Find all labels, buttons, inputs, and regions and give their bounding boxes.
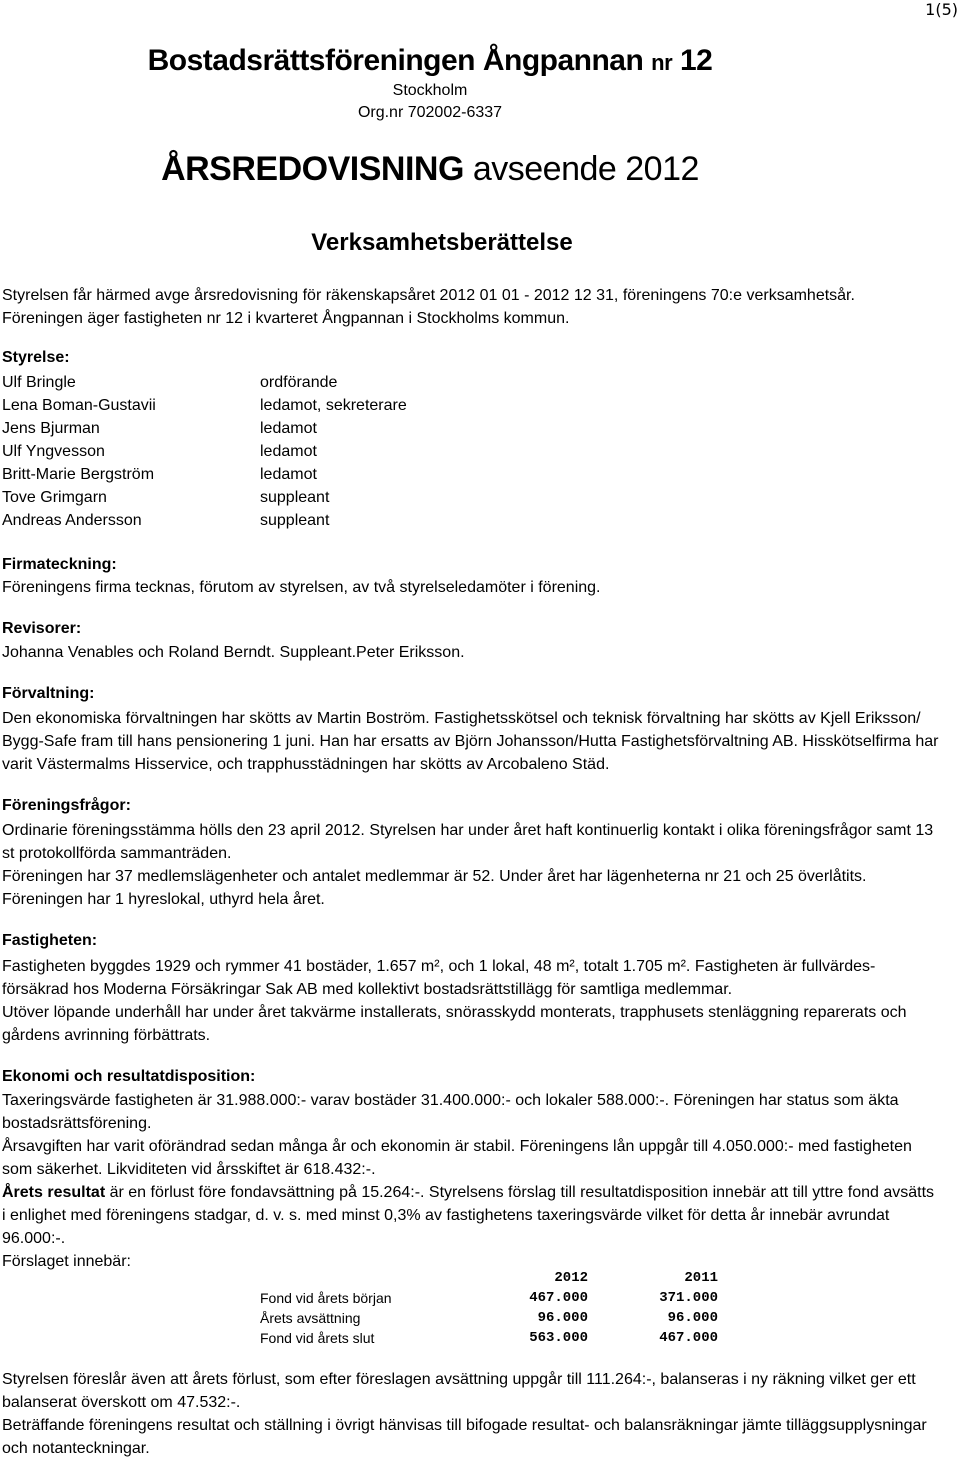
forvaltning-text: Den ekonomiska förvaltningen har skötts av Martin Boström. Fastighetsskötsel och teknisk förvaltning har skötts av Kjell Eriksson/ Bygg-Safe fram till hans pensionering 1 juni. Han har ersatts av Björn Johansson/Hutta Fastighetsförvaltning AB. Hisskötselfirma har varit Västermalms Hisservice, och trapphusstädningen har skötts av Arcobaleno Städ.	[2, 710, 939, 773]
fond-col-2012: 2012	[554, 1270, 588, 1286]
board-member-name: Ulf Bringle	[2, 374, 76, 391]
fond-row-value-2011: 96.000	[667, 1310, 718, 1326]
ekonomi-text-1: Taxeringsvärde fastigheten är 31.988.000:- varav bostäder 31.400.000:- och lokaler 588.000:-. Föreningen har status som äkta bostadsrättsförening.	[2, 1092, 899, 1132]
fond-row-value-2012: 563.000	[529, 1330, 588, 1346]
board-member-row	[2, 463, 407, 486]
ekonomi-text-3	[2, 1181, 942, 1250]
board-members-list	[2, 371, 407, 532]
board-member-name: Jens Bjurman	[2, 420, 100, 437]
board-member-name: Britt-Marie Bergström	[2, 466, 155, 483]
board-member-role: suppleant	[260, 489, 330, 506]
intro-line-2: Föreningen äger fastigheten nr 12 i kvarteret Ångpannan i Stockholms kommun.	[2, 310, 570, 327]
forvaltning-heading: Förvaltning:	[2, 685, 95, 702]
firmateckning-text: Föreningens firma tecknas, förutom av styrelsen, av två styrelseledamöter i förening.	[2, 579, 601, 596]
fond-table	[260, 1268, 718, 1348]
page-number: 1(5)	[925, 0, 958, 19]
fond-col-2011: 2011	[684, 1270, 718, 1286]
fond-table-row	[260, 1308, 718, 1328]
foreningsfragor-text-1: Ordinarie föreningsstämma hölls den 23 april 2012. Styrelsen har under året haft kontinuerlig kontakt i olika föreningsfrågor samt 13 st protokollförda sammanträden.	[2, 822, 934, 862]
revisorer-heading: Revisorer:	[2, 620, 82, 637]
board-member-role: ledamot	[260, 443, 317, 460]
board-member-role: ledamot, sekreterare	[260, 397, 407, 414]
styrelse-heading: Styrelse:	[2, 349, 70, 366]
report-title	[0, 150, 860, 189]
report-title-rest: avseende 2012	[472, 150, 699, 188]
fond-row-label: Fond vid årets början	[260, 1290, 392, 1306]
board-member-name: Andreas Andersson	[2, 512, 142, 529]
fond-row-value-2011: 467.000	[659, 1330, 718, 1346]
revisorer-text: Johanna Venables och Roland Berndt. Suppleant.Peter Eriksson.	[2, 644, 465, 661]
report-title-main: ÅRSREDOVISNING	[161, 150, 464, 188]
fond-table-row	[260, 1288, 718, 1308]
foreningsfragor-text-2: Föreningen har 37 medlemslägenheter och antalet medlemmar är 52. Under året har lägenheterna nr 21 och 25 överlåtits.	[2, 868, 867, 885]
organization-name	[0, 44, 860, 78]
arets-resultat-label: Årets resultat	[2, 1184, 106, 1201]
board-member-role: ledamot	[260, 420, 317, 437]
arets-resultat-text: är en förlust före fondavsättning på 15.264:-. Styrelsens förslag till resultatdisposition innebär att till yttre fond avsätts i enlighet med föreningens stadgar, d. v. s. med minst 0,3% av fastighetens taxeringsvärde vilket för detta år innebär avrundat 96.000:-.	[2, 1184, 935, 1247]
closing-text-1: Styrelsen föreslår även att årets förlust, som efter föreslagen avsättning uppgår till 111.264:-, balanseras i ny räkning vilket ger ett balanserat överskott om 47.532:-.	[2, 1371, 916, 1411]
firmateckning-heading: Firmateckning:	[2, 556, 117, 573]
fond-row-value-2012: 467.000	[529, 1290, 588, 1306]
organization-name-main: Bostadsrättsföreningen Ångpannan	[147, 44, 644, 77]
ekonomi-text-4: Förslaget innebär:	[2, 1253, 131, 1270]
fond-table-row	[260, 1328, 718, 1348]
ekonomi-text-2: Årsavgiften har varit oförändrad sedan många år och ekonomin är stabil. Föreningens lån uppgår till 4.050.000:- med fastigheten som säkerhet. Likviditeten vid årsskiftet är 618.432:-.	[2, 1138, 912, 1178]
fond-row-label: Fond vid årets slut	[260, 1330, 375, 1346]
board-member-name: Tove Grimgarn	[2, 489, 107, 506]
organization-number-suffix: 12	[680, 44, 713, 77]
ekonomi-heading: Ekonomi och resultatdisposition:	[2, 1068, 256, 1085]
board-member-row	[2, 371, 407, 394]
board-member-row	[2, 509, 407, 532]
fond-row-label: Årets avsättning	[260, 1310, 361, 1326]
board-member-row	[2, 486, 407, 509]
fond-row-value-2012: 96.000	[537, 1310, 588, 1326]
fastigheten-text-2: Utöver löpande underhåll har under året takvärme installerats, snörasskydd monterats, trapphusets stenläggning reparerats och gårdens avrinning förbättrats.	[2, 1004, 907, 1044]
closing-text-2: Beträffande föreningens resultat och ställning i övrigt hänvisas till bifogade resultat- och balansräkningar jämte tilläggsupplysningar och notanteckningar.	[2, 1417, 927, 1457]
foreningsfragor-heading: Föreningsfrågor:	[2, 797, 131, 814]
organization-name-suffix: nr	[651, 50, 673, 75]
organization-city: Stockholm	[392, 82, 468, 99]
organization-number: Org.nr 702002-6337	[357, 104, 503, 121]
fond-row-value-2011: 371.000	[659, 1290, 718, 1306]
board-member-name: Lena Boman-Gustavii	[2, 397, 156, 414]
board-member-row	[2, 417, 407, 440]
intro-line-1: Styrelsen får härmed avge årsredovisning för räkenskapsåret 2012 01 01 - 2012 12 31, föreningens 70:e verksamhetsår.	[2, 287, 855, 304]
section-title: Verksamhetsberättelse	[311, 229, 573, 256]
board-member-role: ordförande	[260, 374, 338, 391]
board-member-row	[2, 440, 407, 463]
board-member-row	[2, 394, 407, 417]
foreningsfragor-text-3: Föreningen har 1 hyreslokal, uthyrd hela året.	[2, 891, 325, 908]
fastigheten-text-1: Fastigheten byggdes 1929 och rymmer 41 bostäder, 1.657 m², och 1 lokal, 48 m², totalt 1.705 m². Fastigheten är fullvärdes-försäkrad hos Moderna Försäkringar Sak AB med kollektivt bostadsrättstillägg för samtliga medlemmar.	[2, 958, 876, 998]
board-member-role: ledamot	[260, 466, 317, 483]
board-member-name: Ulf Yngvesson	[2, 443, 105, 460]
fond-table-header	[260, 1268, 718, 1288]
board-member-role: suppleant	[260, 512, 330, 529]
fastigheten-heading: Fastigheten:	[2, 932, 98, 949]
